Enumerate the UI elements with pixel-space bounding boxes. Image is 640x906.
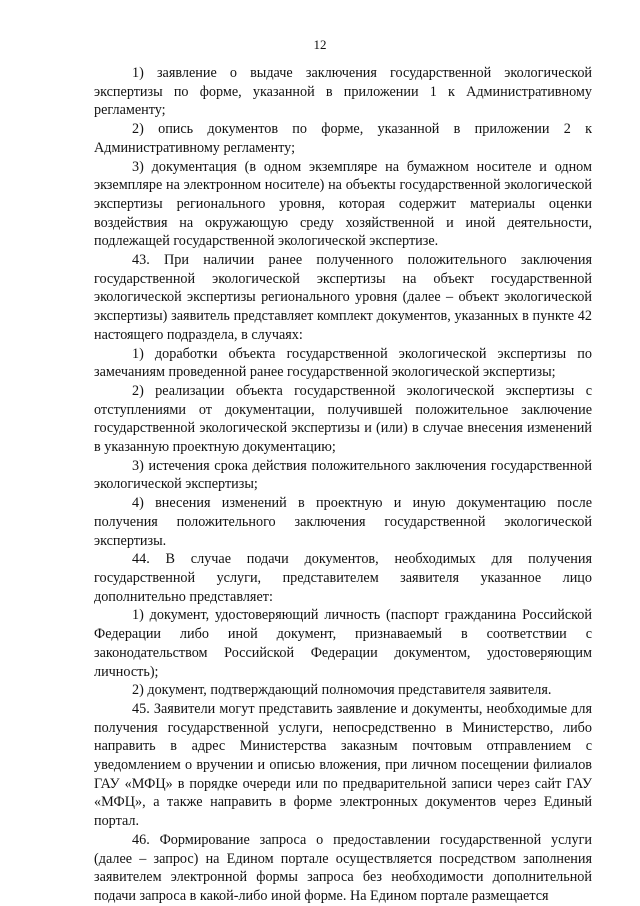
- paragraph-clause-43-item-2: 2) реализации объекта государственной экологической экспертизы с отступлениями от документации, получившей положительное заключение государственной экологической экспертизы и (или) в случае внесения изменений в указанную проектную документацию;: [94, 382, 592, 456]
- paragraph-item-1-application: 1) заявление о выдаче заключения государственной экологической экспертизы по форме, указанной в приложении 1 к Административному регламенту;: [94, 65, 592, 119]
- paragraph-item-3-documentation: 3) документация (в одном экземпляре на бумажном носителе и одном экземпляре на электронном носителе) на объекты государственной экологической экспертизы регионального уровня, которая содержит материалы оценки воздействия на окружающую среду хозяйственной и иной деятельности, подлежащей государственной экологической экспертизе.: [94, 158, 592, 250]
- paragraph-clause-44: 44. В случае подачи документов, необходимых для получения государственной услуги, представителем заявителя указанное лицо дополнительно представляет:: [94, 551, 592, 605]
- paragraph-clause-43-item-1: 1) доработки объекта государственной экологической экспертизы по замечаниям проведенной ранее государственной экологической экспертизы;: [94, 345, 592, 381]
- paragraph-clause-43-item-3: 3) истечения срока действия положительного заключения государственной экологической экспертизы;: [94, 457, 592, 493]
- paragraph-clause-43: 43. При наличии ранее полученного положительного заключения государственной экологической экспертизы на объект государственной экологической экспертизы регионального уровня (далее – объект экологической экспертизы) заявитель представляет комплект документов, указанных в пункте 42 настоящего подраздела, в случаях:: [94, 252, 592, 343]
- document-body: [94, 64, 592, 906]
- page-number: 12: [313, 37, 327, 52]
- paragraph-clause-46: 46. Формирование запроса о предоставлении государственной услуги (далее – запрос) на Едином портале осуществляется посредством заполнения заявителем электронной формы запроса без необходимости дополнительной подачи запроса в какой-либо иной форме. На Едином портале размещается: [94, 831, 592, 904]
- paragraph-clause-45: 45. Заявители могут представить заявление и документы, необходимые для получения государственной услуги, непосредственно в Министерство, либо направить в адрес Министерства заказным почтовым отправлением с уведомлением о вручении и описью вложения, при личном посещении филиалов ГАУ «МФЦ» в порядке очереди или по предварительной записи через сайт ГАУ «МФЦ», а также направить в форме электронных документов через Единый портал.: [94, 700, 592, 830]
- paragraph-clause-43-item-4: 4) внесения изменений в проектную и иную документацию после получения положительного заключения государственной экологической экспертизы.: [94, 495, 592, 549]
- paragraph-clause-44-item-2: 2) документ, подтверждающий полномочия представителя заявителя.: [132, 682, 552, 699]
- paragraph-clause-44-item-1: 1) документ, удостоверяющий личность (паспорт гражданина Российской Федерации либо иной документ, признаваемый в соответствии с законодательством Российской Федерации документом, удостоверяющим личность);: [94, 607, 592, 680]
- paragraph-item-2-inventory: 2) опись документов по форме, указанной в приложении 2 к Административному регламенту;: [94, 121, 592, 156]
